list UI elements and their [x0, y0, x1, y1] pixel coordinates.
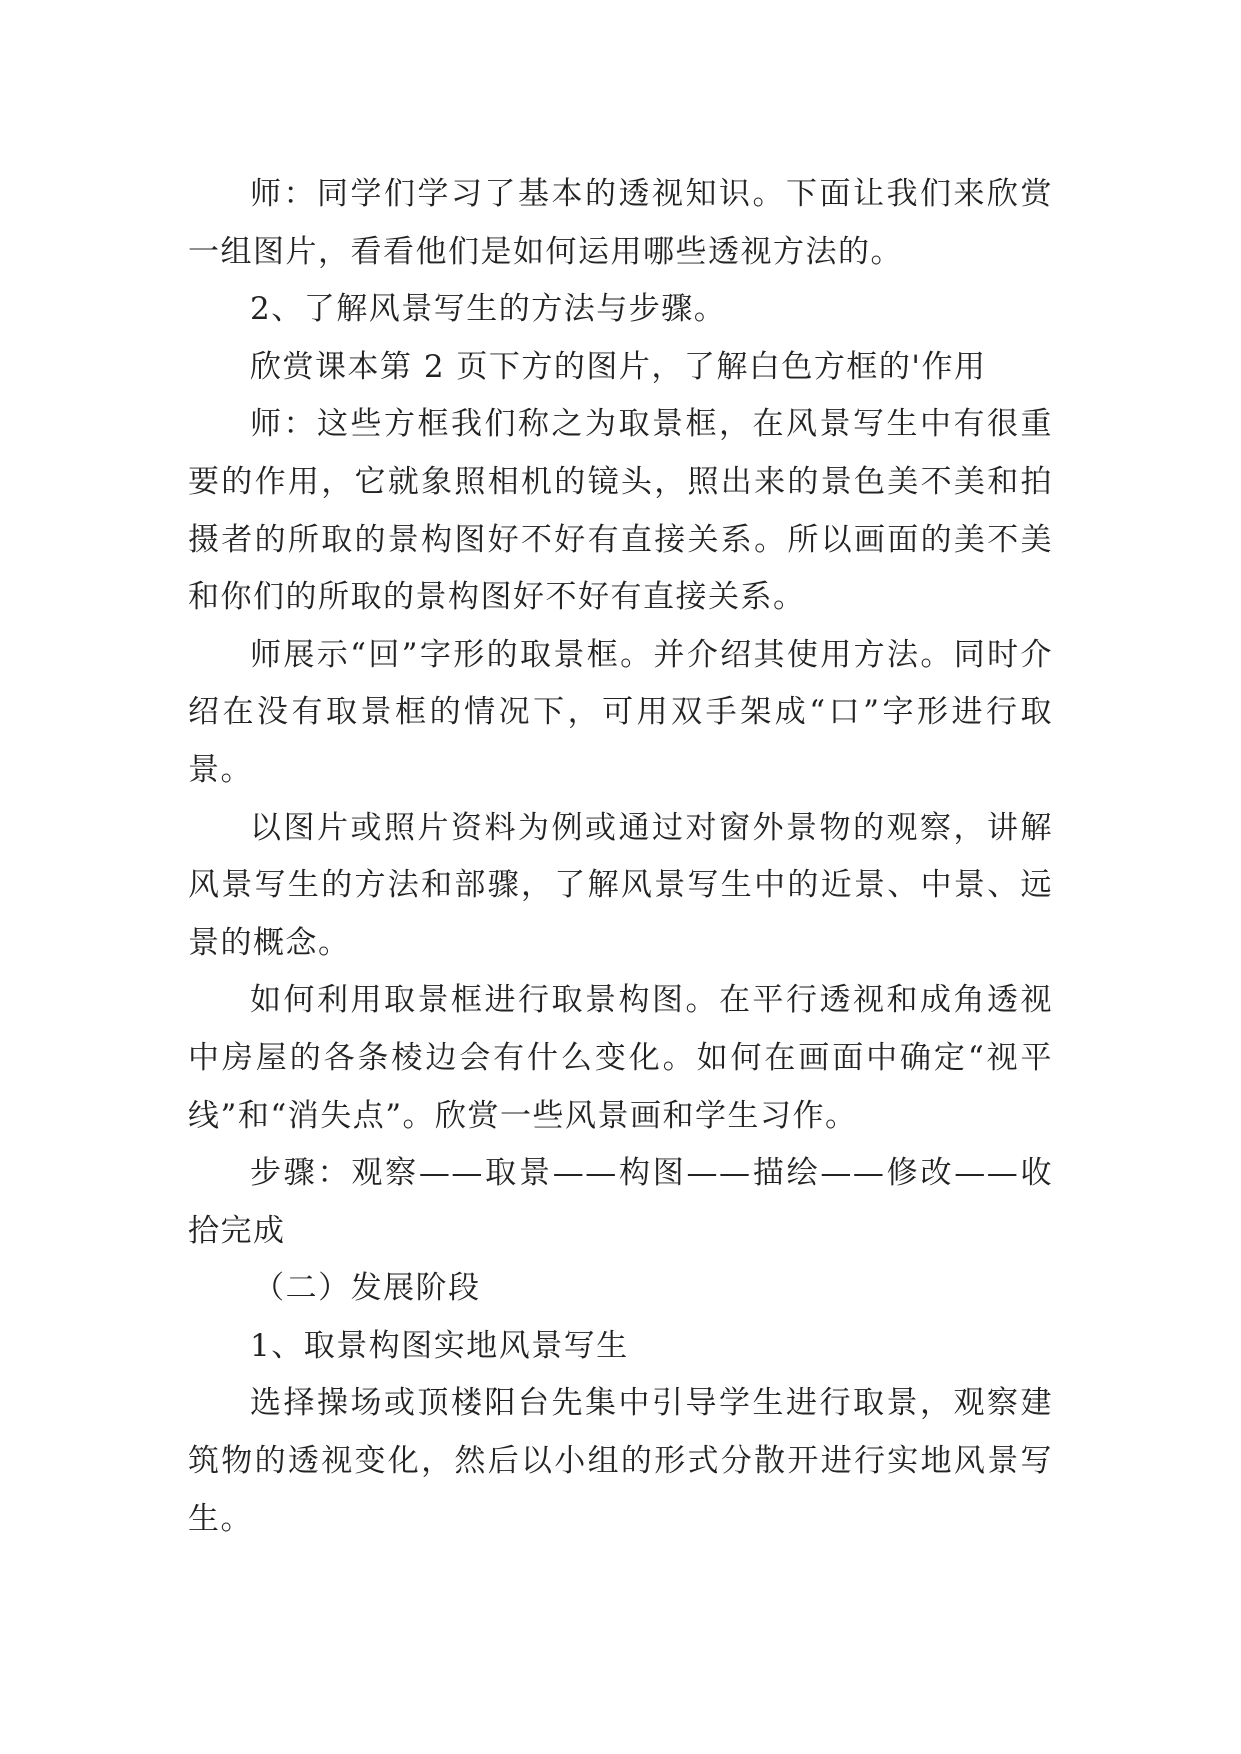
paragraph-viewfinder-explanation: 师：这些方框我们称之为取景框，在风景写生中有很重要的作用，它就象照相机的镜头，照出来的景色美不美和拍摄者的所取的景构图好不好有直接关系。所以画面的美不美和你们的所取的景构图好不好有直接关系。: [188, 406, 1053, 616]
paragraph-textbook-appreciation: 欣赏课本第 2 页下方的图片，了解白色方框的'作用: [250, 348, 987, 385]
paragraph-viewfinder-demo: 师展示“回”字形的取景框。并介绍其使用方法。同时介绍在没有取景框的情况下，可用双手架成“口”字形进行取景。: [188, 636, 1053, 788]
paragraph-field-sketching: 选择操场或顶楼阳台先集中引导学生进行取景，观察建筑物的透视变化，然后以小组的形式分散开进行实地风景写生。: [188, 1385, 1053, 1537]
paragraph-step-1-heading: 1、取景构图实地风景写生: [250, 1327, 629, 1364]
paragraph-composition-perspective: 如何利用取景框进行取景构图。在平行透视和成角透视中房屋的各条棱边会有什么变化。如何在画面中确定“视平线”和“消失点”。欣赏一些风景画和学生习作。: [188, 982, 1053, 1134]
paragraph-teacher-intro: 师：同学们学习了基本的透视知识。下面让我们来欣赏一组图片，看看他们是如何运用哪些透视方法的。: [188, 176, 1053, 270]
document-body: [188, 166, 1053, 1548]
paragraph-step-2-heading: 2、了解风景写生的方法与步骤。: [250, 291, 727, 328]
paragraph-sketching-method: 以图片或照片资料为例或通过对窗外景物的观察，讲解风景写生的方法和部骤，了解风景写生中的近景、中景、远景的概念。: [188, 809, 1053, 961]
section-heading-development: （二）发展阶段: [253, 1270, 481, 1307]
paragraph-steps: 步骤：观察——取景——构图——描绘——修改——收拾完成: [188, 1155, 1053, 1249]
